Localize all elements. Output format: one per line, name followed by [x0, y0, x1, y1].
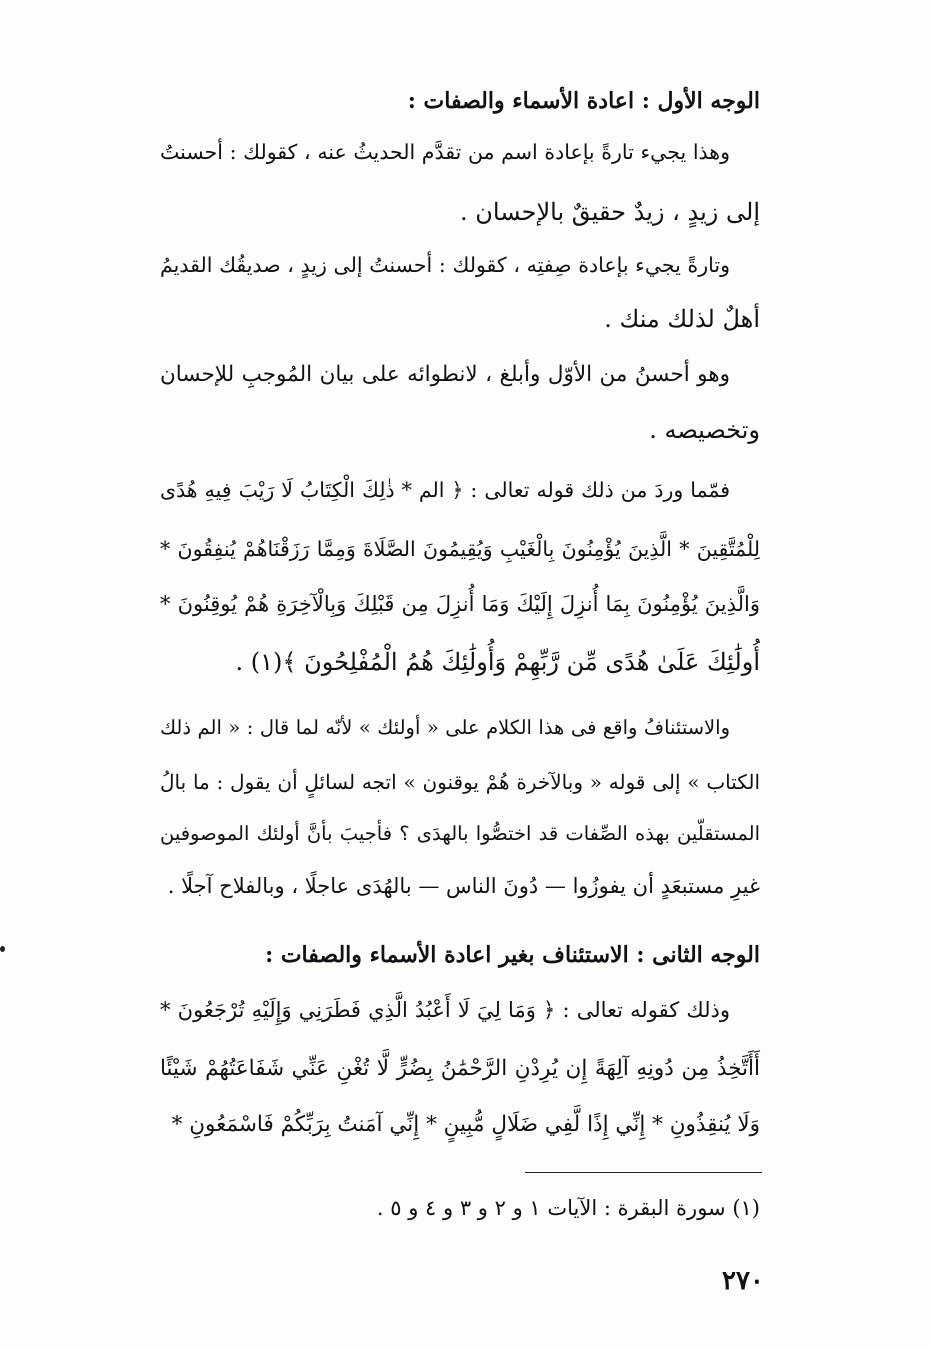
paragraph-line: وتارةً يجيء بإعادة صِفتِه ، كقولك : أحسنتُ إلى زيدٍ ، صديقُك القديمُ: [160, 253, 730, 277]
quran-verse-line: وذلك كقوله تعالى : ﴿ وَمَا لِيَ لَا أَعْبُدُ الَّذِي فَطَرَنِي وَإِلَيْهِ تُرْجَعُونَ *: [160, 998, 730, 1022]
paragraph-line: وهو أحسنُ من الأوّل وأبلغ ، لانطوائه على بيان المُوجبِ للإحسان: [160, 362, 730, 387]
paragraph-line: غيرِ مستبعَدٍ أن يفوزُوا — دُونَ الناس — بالهُدَى عاجلًا ، وبالفلاح آجلًا .: [167, 874, 760, 898]
quran-verse-line: لِلْمُتَّقِينَ * الَّذِينَ يُؤْمِنُونَ بِالْغَيْبِ وَيُقِيمُونَ الصَّلَاةَ وَمِمَّا رَزَقْنَاهُمْ يُنفِقُونَ *: [160, 537, 760, 561]
paragraph-line: إلى زيدٍ ، زيدٌ حقيقٌ بالإحسان .: [460, 198, 760, 226]
quran-verse-line: فمّما وردَ من ذلك قوله تعالى : ﴿ الم * ذٰلِكَ الْكِتَابُ لَا رَيْبَ فِيهِ هُدًى: [160, 478, 730, 502]
footnote: (١) سورة البقرة : الآيات ١ و ٢ و ٣ و ٤ و ٥ .: [376, 1196, 760, 1220]
quran-verse-line: وَلَا يُنقِذُونِ * إِنِّي إِذًا لَّفِي ضَلَالٍ مُّبِينٍ * إِنِّي آمَنتُ بِرَبِّكُمْ فَاسْمَعُونِ *: [171, 1112, 760, 1137]
quran-verse-line: أُولَٰئِكَ عَلَىٰ هُدًى مِّن رَّبِّهِمْ وَأُولَٰئِكَ هُمُ الْمُفْلِحُونَ ﴾(١) .: [235, 648, 760, 676]
quran-verse-line: أَأَتَّخِذُ مِن دُونِهِ آلِهَةً إِن يُرِدْنِ الرَّحْمَٰنُ بِضُرٍّ لَّا تُغْنِ عَنِّي شَفَاعَتُهُمْ شَيْئًا: [160, 1056, 760, 1081]
footnote-divider: [525, 1172, 762, 1173]
quran-verse-line: وَالَّذِينَ يُؤْمِنُونَ بِمَا أُنزِلَ إِلَيْكَ وَمَا أُنزِلَ مِن قَبْلِكَ وَبِالْآخِرَةِ هُمْ يُوقِنُونَ *: [160, 592, 760, 616]
page-number: ٢٧٠: [722, 1266, 764, 1296]
paragraph-line: المستقلّين بهذه الصِّفات قد اختصُّوا بالهدَى ؟ فأجيبَ بأنَّ أولئك الموصوفين: [160, 822, 760, 845]
section-heading-first: الوجه الأول : اعادة الأسماء والصفات :: [407, 88, 760, 114]
paragraph-line: أهلٌ لذلك منك .: [604, 305, 760, 333]
paragraph-line: والاستئنافُ واقع فى هذا الكلام على « أولئك » لأنّه لما قال : « الم ذلك: [160, 716, 730, 739]
section-heading-second: الوجه الثانى : الاستئناف بغير اعادة الأسماء والصفات :: [265, 942, 760, 968]
paragraph-line: الكتاب » إلى قوله « وبالآخرة هُمْ يوقنون » اتجه لسائلٍ أن يقول : ما بالُ: [160, 770, 760, 794]
margin-speck: [0, 946, 5, 952]
paragraph-line: وتخصيصه .: [649, 416, 760, 444]
paragraph-line: وهذا يجيء تارةً بإعادة اسم من تقدَّم الحديثُ عنه ، كقولك : أحسنتُ: [160, 140, 730, 164]
